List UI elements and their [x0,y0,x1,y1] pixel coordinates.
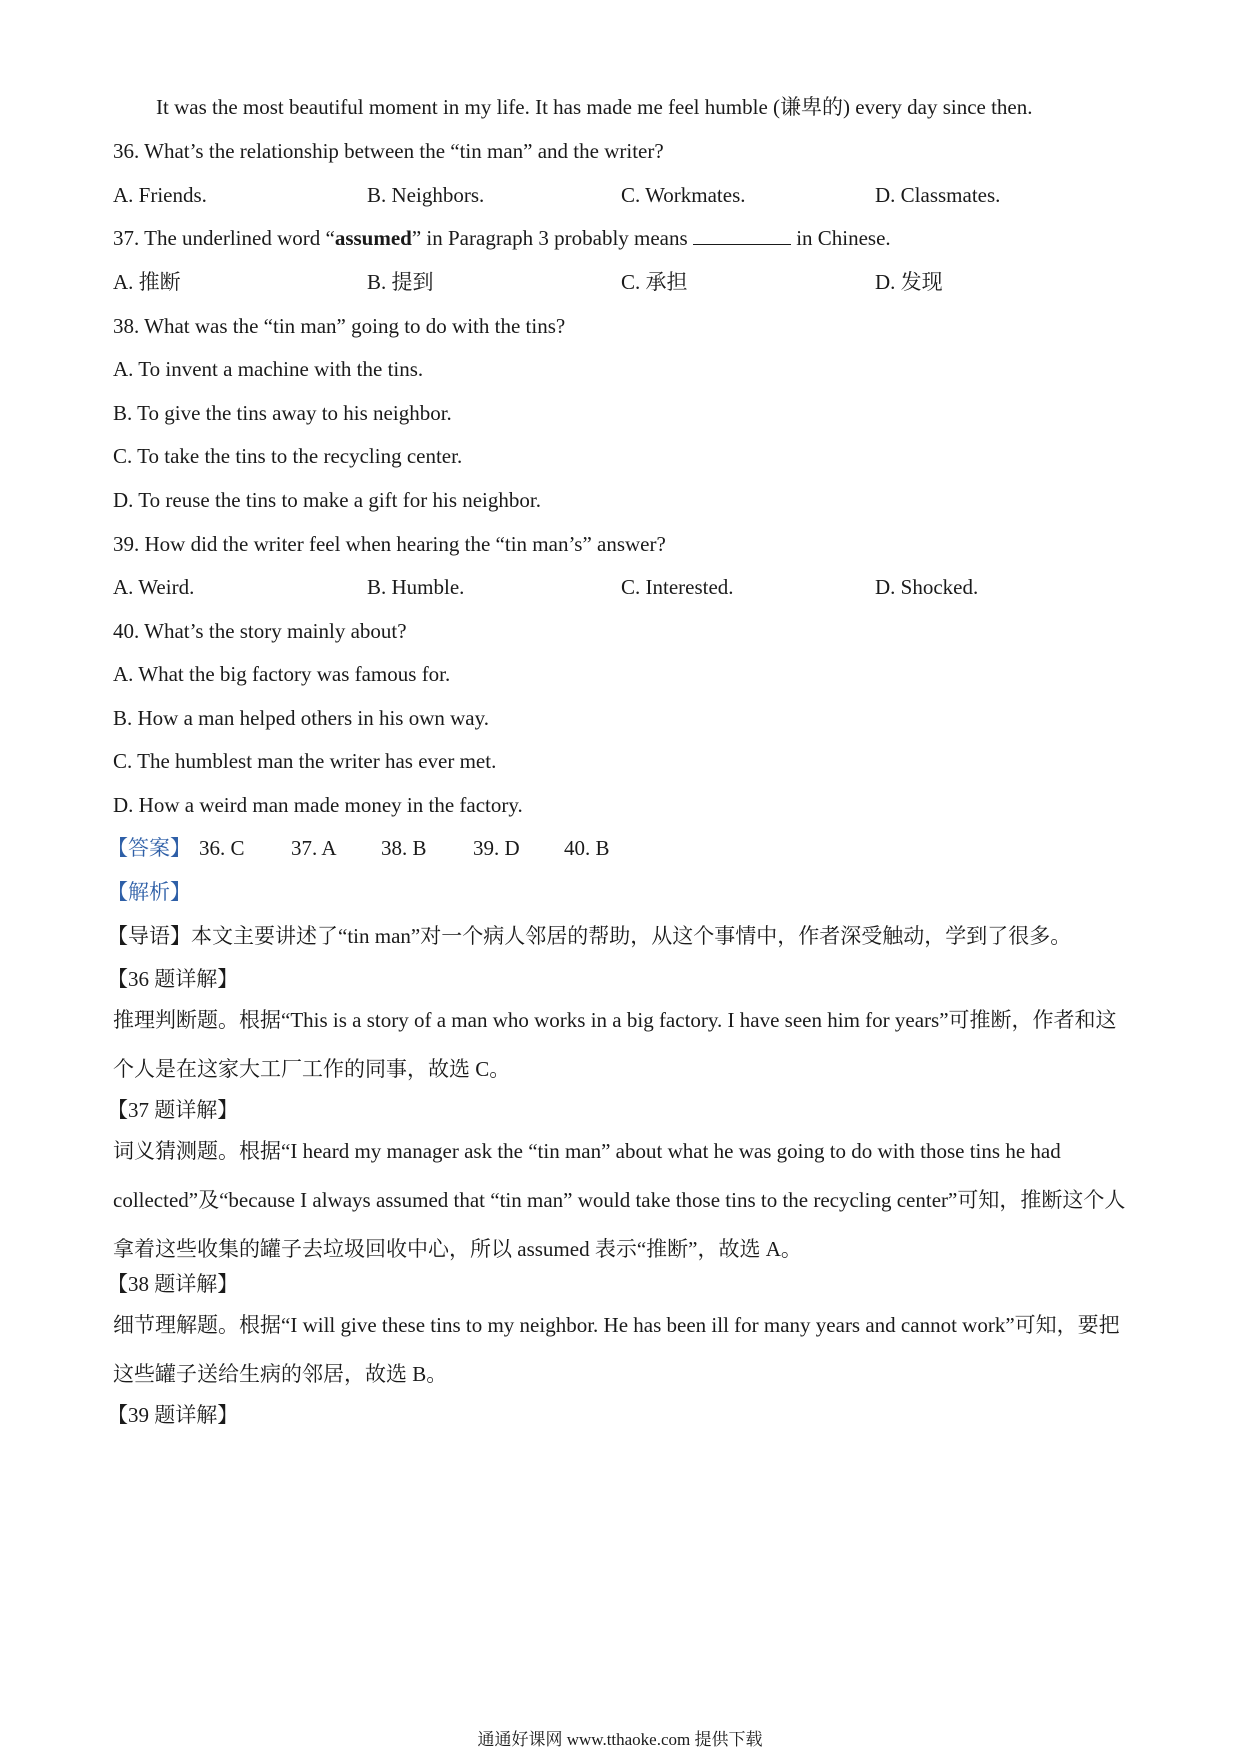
answer-38: 38. B [381,836,427,860]
answer-40: 40. B [564,836,610,860]
underlined-word: assumed [334,226,412,250]
option-c: C. Workmates. [621,183,746,207]
question-37-options [113,268,1133,296]
detail-36-text: 推理判断题。根据“This is a story of a man who works in a big factory. I have seen him for years”可推断，作者和这个人是在这家大工厂工作的同事，故选 C。 [113,1008,1117,1081]
passage-last-line: It was the most beautiful moment in my life. It has made me feel humble (谦卑的) every day since then. [156,95,1033,119]
stem-post: ” in Paragraph 3 probably means [411,226,688,250]
question-39-stem: 39. How did the writer feel when hearing the “tin man’s” answer? [113,532,666,556]
detail-38-title: 【38 题详解】 [107,1272,239,1296]
answer-blank [693,226,791,245]
question-40-option-a: A. What the big factory was famous for. [113,662,451,686]
option-c: C. Interested. [621,575,734,599]
detail-39-title: 【39 题详解】 [107,1403,239,1427]
question-37-stem [113,224,891,252]
question-40-option-c: C. The humblest man the writer has ever met. [113,749,497,773]
answer-36: 36. C [199,836,245,860]
question-40-stem: 40. What’s the story mainly about? [113,619,407,643]
answer-label: 【答案】 [107,836,191,860]
question-38-option-c: C. To take the tins to the recycling center. [113,444,463,468]
stem-end: in Chinese. [796,226,891,250]
option-c: C. 承担 [621,270,688,294]
option-a: A. Friends. [113,183,207,207]
page-footer: 通通好课网 www.tthaoke.com 提供下载 [477,1730,763,1749]
detail-36-title: 【36 题详解】 [107,967,239,991]
guide-text: 【导语】本文主要讲述了“tin man”对一个病人邻居的帮助，从这个事情中，作者深受触动，学到了很多。 [107,924,1072,948]
detail-37-text: 词义猜测题。根据“I heard my manager ask the “tin man” about what he was going to do with those tins he had collected”及“because I always assumed that “tin man” would take those tins to the recycling center”可知，推断这个人拿着这些收集的罐子去垃圾回收中心，所以 assumed 表示“推断”，故选 A。 [113,1139,1126,1261]
question-36-stem: 36. What’s the relationship between the “tin man” and the writer? [113,139,664,163]
detail-38-text: 细节理解题。根据“I will give these tins to my neighbor. He has been ill for many years and cannot work”可知，要把这些罐子送给生病的邻居，故选 B。 [113,1313,1120,1386]
stem-pre: 37. The underlined word “ [113,226,335,250]
option-b: B. Neighbors. [367,183,485,207]
option-b: B. 提到 [367,270,434,294]
analysis-label: 【解析】 [107,880,191,904]
answer-key [107,834,913,862]
answer-39: 39. D [473,836,520,860]
detail-37-title: 【37 题详解】 [107,1098,239,1122]
question-38-stem: 38. What was the “tin man” going to do with the tins? [113,314,566,338]
question-38-option-d: D. To reuse the tins to make a gift for his neighbor. [113,488,541,512]
option-a: A. 推断 [113,270,181,294]
option-d: D. Shocked. [875,575,979,599]
question-40-option-b: B. How a man helped others in his own way. [113,706,489,730]
question-38-option-b: B. To give the tins away to his neighbor. [113,401,452,425]
question-40-option-d: D. How a weird man made money in the factory. [113,793,523,817]
question-39-options [113,573,1133,601]
option-a: A. Weird. [113,575,195,599]
option-d: D. 发现 [875,270,943,294]
question-38-option-a: A. To invent a machine with the tins. [113,357,424,381]
option-d: D. Classmates. [875,183,1001,207]
question-36-options [113,181,1133,209]
answer-37: 37. A [291,836,337,860]
option-b: B. Humble. [367,575,465,599]
